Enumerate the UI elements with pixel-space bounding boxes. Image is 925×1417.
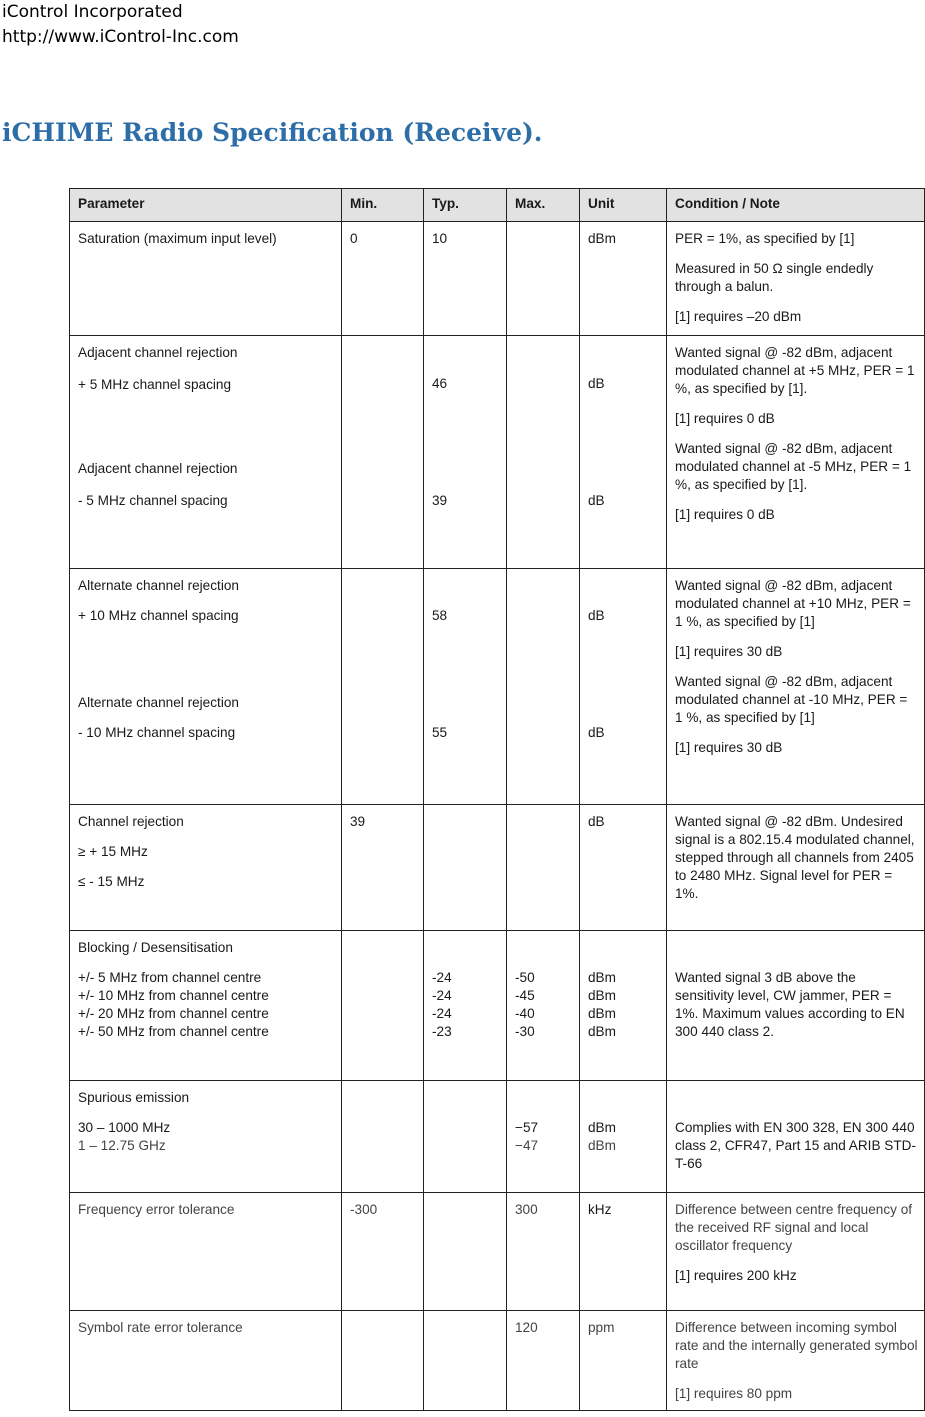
condition-line: Wanted signal @ -82 dBm, adjacent modulated channel at -10 MHz, PER = 1 %, as specified by [1] [675, 674, 908, 725]
max-value: -50 [515, 970, 535, 985]
condition-line: [1] requires 0 dB [675, 411, 775, 426]
column-header-condition: Condition / Note [667, 189, 925, 222]
typ-cell [424, 569, 507, 805]
parameter-subline: ≥ + 15 MHz [78, 844, 148, 859]
column-header-min: Min. [342, 189, 424, 222]
max-cell: 120 [507, 1311, 580, 1411]
max-value: -45 [515, 988, 535, 1003]
parameter-subline: +/- 20 MHz from channel centre [78, 1006, 269, 1021]
company-name: iControl Incorporated [2, 2, 183, 22]
parameter-subline: 1 – 12.75 GHz [78, 1138, 166, 1153]
condition-cell [667, 336, 925, 569]
condition-cell [667, 222, 925, 336]
condition-line: Complies with EN 300 328, EN 300 440 class 2, CFR47, Part 15 and ARIB STD-T-66 [675, 1120, 917, 1171]
max-value: -30 [515, 1024, 535, 1039]
max-cell [507, 336, 580, 569]
condition-line: [1] requires 200 kHz [675, 1268, 797, 1283]
parameter-title: Adjacent channel rejection [78, 345, 238, 360]
typ-value: 39 [432, 493, 448, 508]
condition-line: [1] requires –20 dBm [675, 309, 802, 324]
parameter-title: Adjacent channel rejection [78, 461, 238, 476]
typ-value: -23 [432, 1024, 452, 1039]
unit-cell [580, 336, 667, 569]
unit-cell [580, 569, 667, 805]
unit-value: dBm [588, 970, 616, 985]
parameter-cell [70, 805, 342, 931]
typ-cell [424, 805, 507, 931]
typ-value: -24 [432, 988, 452, 1003]
condition-line: Wanted signal @ -82 dBm, adjacent modulated channel at -5 MHz, PER = 1 %, as specified by [1]. [675, 441, 912, 492]
max-value: -40 [515, 1006, 535, 1021]
min-cell [342, 1081, 424, 1193]
min-cell [342, 1311, 424, 1411]
condition-line: Measured in 50 Ω single endedly through a balun. [675, 261, 874, 294]
parameter-subline: - 5 MHz channel spacing [78, 493, 228, 508]
typ-value: 46 [432, 376, 448, 391]
max-value: −47 [515, 1138, 539, 1153]
condition-line: [1] requires 80 ppm [675, 1386, 793, 1401]
parameter-subline: - 10 MHz channel spacing [78, 725, 236, 740]
max-cell [507, 222, 580, 336]
unit-value: dB [588, 493, 605, 508]
parameter-cell: Saturation (maximum input level) [70, 222, 342, 336]
page-title: iCHIME Radio Specification (Receive). [2, 118, 543, 147]
company-url: http://www.iControl-Inc.com [2, 27, 239, 47]
max-cell [507, 569, 580, 805]
unit-value: dB [588, 725, 605, 740]
unit-cell [580, 931, 667, 1081]
condition-line: Wanted signal 3 dB above the sensitivity level, CW jammer, PER = 1%. Maximum values according to EN 300 440 class 2. [675, 970, 905, 1039]
min-cell: 0 [342, 222, 424, 336]
parameter-subline: +/- 10 MHz from channel centre [78, 988, 269, 1003]
column-header-typ: Typ. [424, 189, 507, 222]
column-header-parameter: Parameter [70, 189, 342, 222]
parameter-subline: +/- 50 MHz from channel centre [78, 1024, 269, 1039]
typ-value: -24 [432, 970, 452, 985]
unit-cell: kHz [580, 1193, 667, 1311]
company-header [2, 0, 239, 50]
max-cell: 300 [507, 1193, 580, 1311]
typ-value: -24 [432, 1006, 452, 1021]
table-row [70, 805, 925, 931]
parameter-title: Alternate channel rejection [78, 695, 239, 710]
condition-line: Difference between incoming symbol rate and the internally generated symbol rate [675, 1320, 918, 1371]
parameter-subline: + 10 MHz channel spacing [78, 608, 239, 623]
condition-line: Wanted signal @ -82 dBm, adjacent modulated channel at +10 MHz, PER = 1 %, as specified by [1] [675, 578, 911, 629]
unit-value: dBm [588, 1138, 616, 1153]
max-cell [507, 805, 580, 931]
parameter-cell [70, 1081, 342, 1193]
min-cell [342, 336, 424, 569]
unit-value: dB [588, 376, 605, 391]
column-header-max: Max. [507, 189, 580, 222]
condition-line: [1] requires 30 dB [675, 644, 783, 659]
typ-cell [424, 1193, 507, 1311]
max-cell [507, 1081, 580, 1193]
unit-value: dBm [588, 988, 616, 1003]
condition-cell [667, 1081, 925, 1193]
condition-line: PER = 1%, as specified by [1] [675, 231, 855, 246]
parameter-cell [70, 336, 342, 569]
table-row [70, 222, 925, 336]
min-cell [342, 569, 424, 805]
parameter-subline: + 5 MHz channel spacing [78, 377, 232, 392]
max-value: −57 [515, 1120, 539, 1135]
parameter-cell: Frequency error tolerance [70, 1193, 342, 1311]
parameter-cell [70, 931, 342, 1081]
condition-cell [667, 569, 925, 805]
min-cell: -300 [342, 1193, 424, 1311]
unit-value: dBm [588, 1120, 616, 1135]
condition-cell: Wanted signal @ -82 dBm. Undesired signal is a 802.15.4 modulated channel, stepped through all channels from 2405 to 2480 MHz. Signal level for PER = 1%. [667, 805, 925, 931]
table-row [70, 1081, 925, 1193]
typ-cell: 10 [424, 222, 507, 336]
condition-line: Wanted signal @ -82 dBm, adjacent modulated channel at +5 MHz, PER = 1 %, as specified by [1]. [675, 345, 915, 396]
min-cell [342, 931, 424, 1081]
receive-spec-table [69, 188, 925, 1411]
min-cell: 39 [342, 805, 424, 931]
unit-cell: ppm [580, 1311, 667, 1411]
table-header-row [70, 189, 925, 222]
unit-cell: dB [580, 805, 667, 931]
unit-cell: dBm [580, 222, 667, 336]
table-row [70, 1193, 925, 1311]
table-row [70, 569, 925, 805]
parameter-subline: 30 – 1000 MHz [78, 1120, 171, 1135]
typ-value: 55 [432, 725, 448, 740]
parameter-title: Blocking / Desensitisation [78, 940, 233, 955]
table-row [70, 931, 925, 1081]
table-row [70, 1311, 925, 1411]
typ-cell [424, 1311, 507, 1411]
parameter-subline: ≤ - 15 MHz [78, 874, 145, 889]
unit-value: dB [588, 608, 605, 623]
unit-value: dBm [588, 1024, 616, 1039]
condition-cell [667, 1311, 925, 1411]
typ-value: 58 [432, 608, 448, 623]
parameter-subline: +/- 5 MHz from channel centre [78, 970, 262, 985]
parameter-cell: Symbol rate error tolerance [70, 1311, 342, 1411]
parameter-title: Spurious emission [78, 1090, 190, 1105]
max-cell [507, 931, 580, 1081]
parameter-cell [70, 569, 342, 805]
condition-cell [667, 931, 925, 1081]
typ-cell [424, 931, 507, 1081]
column-header-unit: Unit [580, 189, 667, 222]
table-row [70, 336, 925, 569]
condition-line: Difference between centre frequency of the received RF signal and local oscillator frequency [675, 1202, 913, 1253]
typ-cell [424, 336, 507, 569]
parameter-title: Alternate channel rejection [78, 578, 239, 593]
condition-line: [1] requires 30 dB [675, 740, 783, 755]
condition-cell [667, 1193, 925, 1311]
condition-line: [1] requires 0 dB [675, 507, 775, 522]
parameter-title: Channel rejection [78, 814, 184, 829]
unit-cell [580, 1081, 667, 1193]
unit-value: dBm [588, 1006, 616, 1021]
typ-cell [424, 1081, 507, 1193]
